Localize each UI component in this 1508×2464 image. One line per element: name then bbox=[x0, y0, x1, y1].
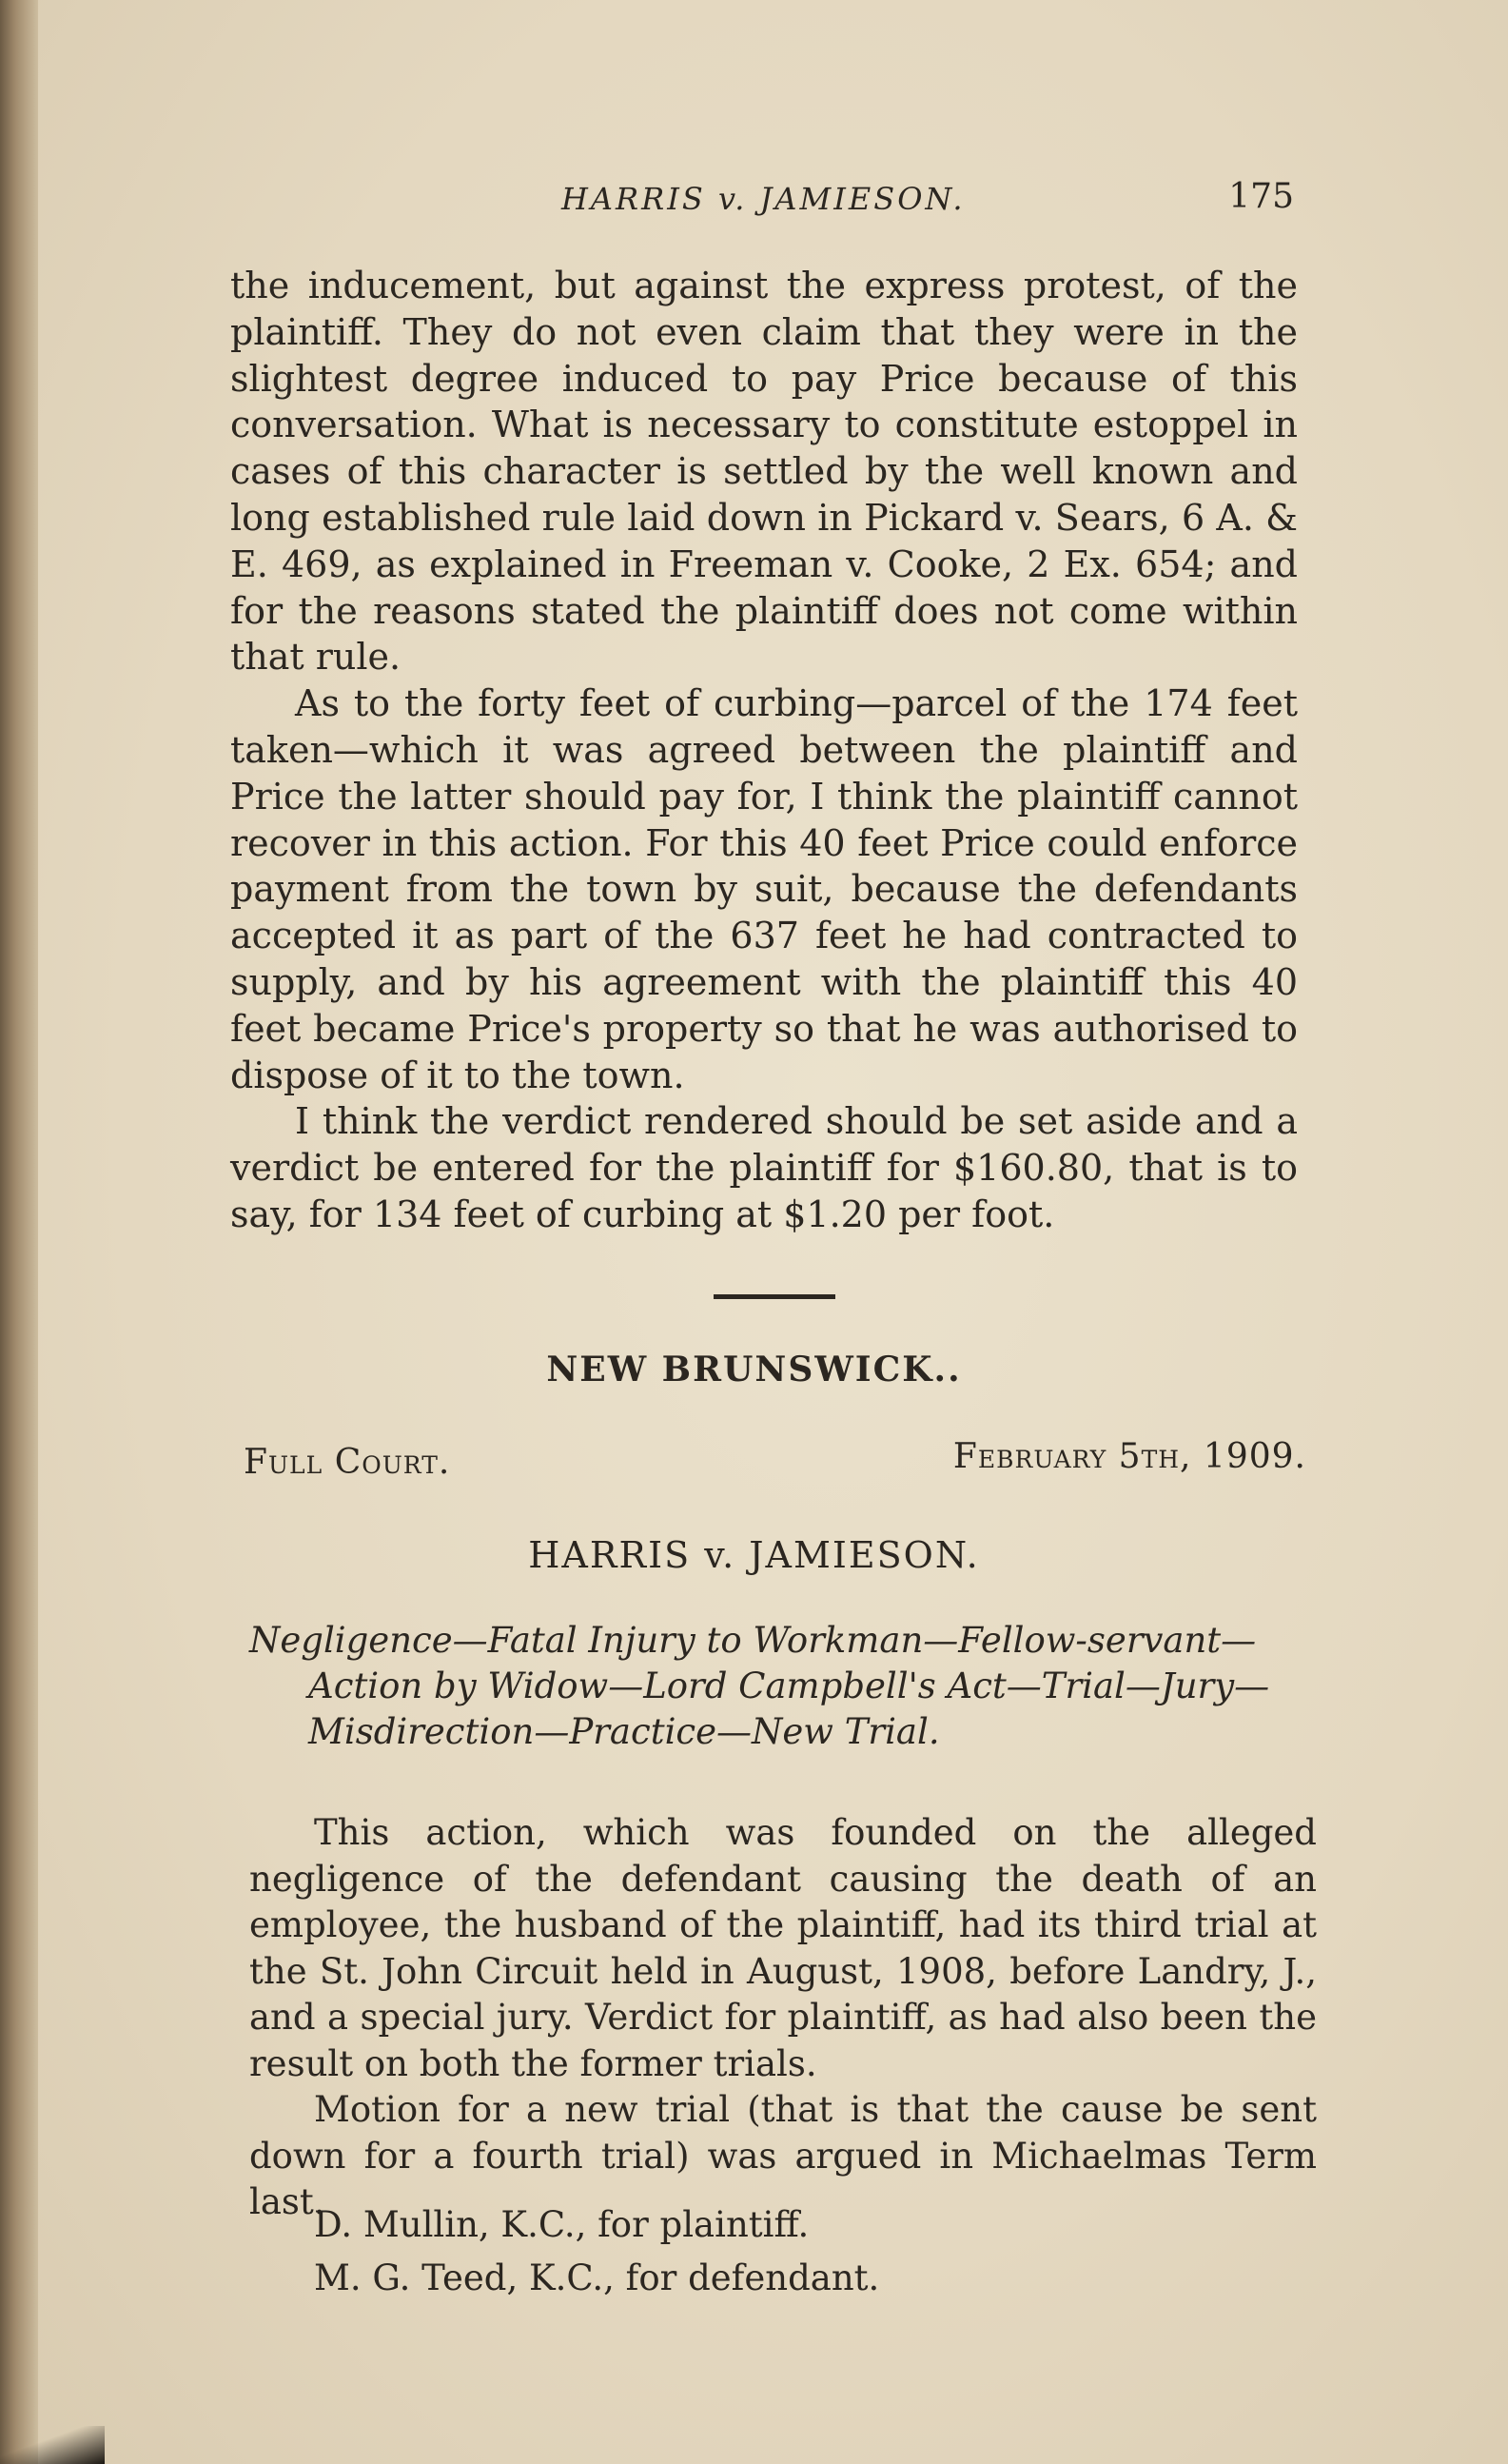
decision-date: February 5th, 1909. bbox=[952, 1437, 1306, 1476]
case-statement bbox=[249, 1810, 1317, 2226]
opinion-text bbox=[230, 263, 1298, 1238]
court-label: Full Court. bbox=[244, 1443, 451, 1482]
page-number: 175 bbox=[1228, 177, 1294, 216]
section-divider-rule bbox=[714, 1294, 835, 1299]
counsel-defendant: M. G. Teed, K.C., for defendant. bbox=[314, 2257, 880, 2298]
opinion-paragraph-2: As to the forty feet of curbing—parcel of the 174 feet taken—which it was agreed between the plaintiff and Price the latter should pay for, I think the plaintiff cannot recover in this action. For this 40 feet Price could enforce payment from the town by suit, because the defendants accepted it as part of the 637 feet he had contracted to supply, and by his agreement with the plaintiff this 40 feet became Price's property so that he was authorised to dispose of it to the town. bbox=[230, 682, 1298, 1096]
running-head bbox=[228, 177, 1294, 228]
statement-paragraph-2: Motion for a new trial (that is that the cause be sent down for a fourth trial) was argued in Michaelmas Term last. bbox=[249, 2089, 1317, 2222]
province-heading: NEW BRUNSWICK.. bbox=[546, 1350, 962, 1390]
statement-paragraph-1: This action, which was founded on the alleged negligence of the defendant causing the death of an employee, the husband of the plaintiff, had its third trial at the St. John Circuit held in August, 1908, before Landry, J., and a special jury. Verdict for plaintiff, as had also been the result on both the former trials. bbox=[249, 1812, 1317, 2084]
opinion-paragraph-1: the inducement, but against the express protest, of the plaintiff. They do not even claim that they were in the slightest degree induced to pay Price because of this conversation. What is necessary to constitute estoppel in cases of this character is settled by the well known and long established rule laid down in Pickard v. Sears, 6 A. & E. 469, as explained in Freeman v. Cooke, 2 Ex. 654; and for the reasons stated the plaintiff does not come within that rule. bbox=[230, 265, 1298, 679]
headnote-text: Negligence—Fatal Injury to Workman—Fellow-servant—Action by Widow—Lord Campbell's Act—Trial—Jury—Misdirection—Practice—New Trial. bbox=[249, 1620, 1270, 1752]
case-title: HARRIS v. JAMIESON. bbox=[528, 1534, 980, 1576]
page-corner-shadow bbox=[0, 2426, 105, 2464]
counsel-plaintiff: D. Mullin, K.C., for plaintiff. bbox=[314, 2204, 810, 2245]
opinion-paragraph-3: I think the verdict rendered should be set aside and a verdict be entered for the plaintiff for $160.80, that is to say, for 134 feet of curbing at $1.20 per foot. bbox=[230, 1100, 1298, 1235]
counsel-list bbox=[314, 2198, 879, 2305]
running-title: HARRIS v. JAMIESON. bbox=[561, 181, 966, 217]
headnote bbox=[249, 1618, 1315, 1755]
book-binding-edge bbox=[0, 0, 38, 2464]
